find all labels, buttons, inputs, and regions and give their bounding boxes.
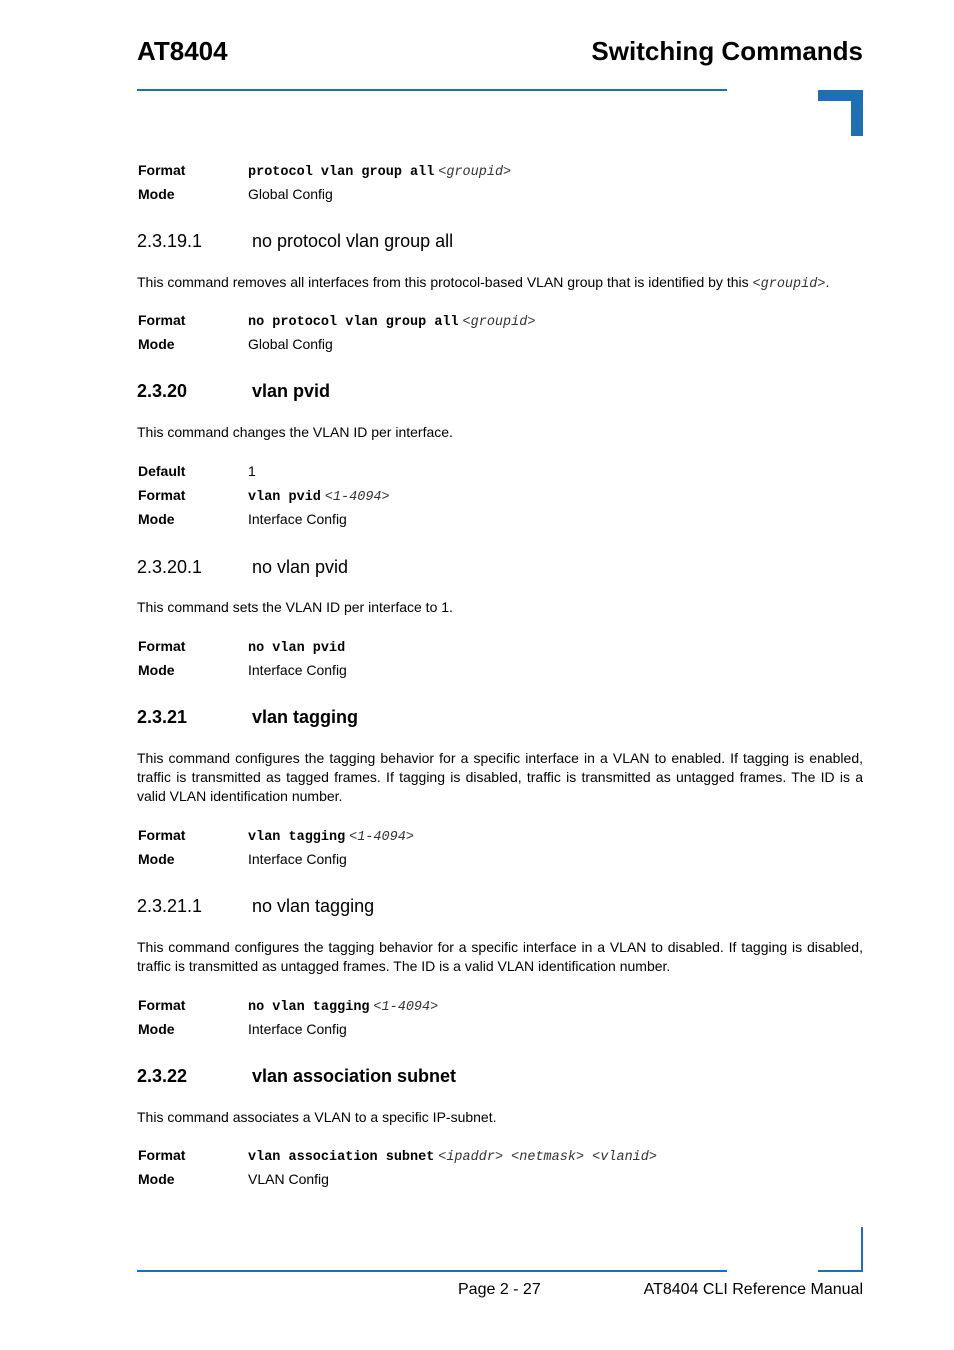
section-heading: 2.3.20.1 no vlan pvid [137, 557, 349, 577]
header-corner-mark-vertical [851, 90, 863, 136]
section-description: This command configures the tagging behavior for a specific interface in a VLAN to disabled. If tagging is disabled, traffic is transmitted as untagged frames. The ID is a valid VLAN identification number. [137, 939, 863, 974]
footer-page-number: Page 2 - 27 [458, 1281, 541, 1298]
header-product: AT8404 [137, 36, 228, 66]
footer-corner-mark [818, 1270, 863, 1272]
section-heading: 2.3.21.1 no vlan tagging [137, 896, 375, 916]
section-description: This command removes all interfaces from this protocol-based VLAN group that is identified by this <groupid>. [137, 274, 830, 292]
section-heading: 2.3.19.1 no protocol vlan group all [137, 231, 454, 251]
section-description: This command changes the VLAN ID per interface. [137, 424, 453, 440]
footer-rule [137, 1270, 727, 1272]
footer-manual-title: AT8404 CLI Reference Manual [643, 1281, 863, 1298]
section-description: This command configures the tagging behavior for a specific interface in a VLAN to enabled. If tagging is enabled, traffic is transmitted as tagged frames. If tagging is disabled, traffic is transmitted as untagged frames. The ID is a valid VLAN identification number. [137, 750, 863, 804]
section-description: This command associates a VLAN to a specific IP-subnet. [137, 1109, 497, 1125]
section-description: This command sets the VLAN ID per interface to 1. [137, 599, 453, 615]
footer-corner-mark-vertical [861, 1227, 863, 1272]
header-section: Switching Commands [591, 36, 863, 66]
section-heading: 2.3.22 vlan association subnet [137, 1066, 457, 1086]
section-heading: 2.3.20 vlan pvid [137, 381, 331, 401]
header-rule [137, 89, 727, 91]
section-heading: 2.3.21 vlan tagging [137, 707, 359, 727]
